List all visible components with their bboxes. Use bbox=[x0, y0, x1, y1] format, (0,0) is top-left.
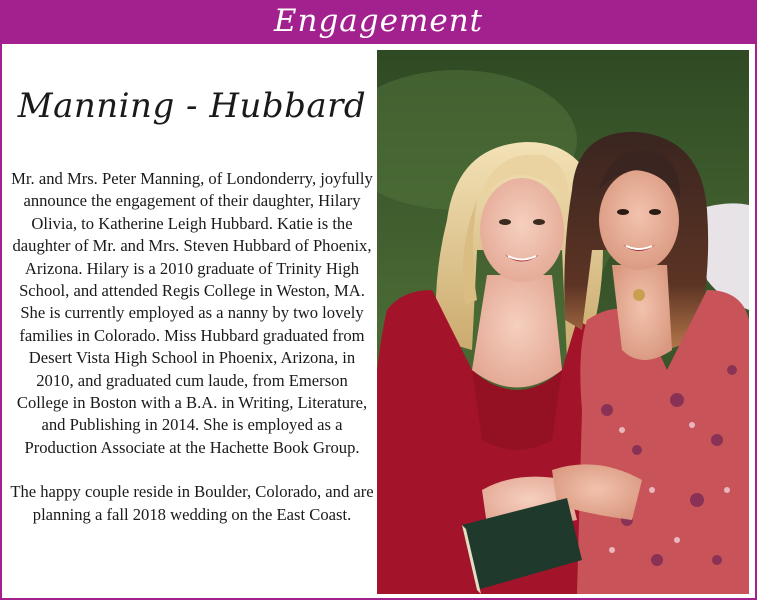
announcement-paragraph-1: Mr. and Mrs. Peter Manning, of Londonderry, joyfully announce the engagement of their daughter, Hilary Olivia, to Katherine Leigh Hubbard. Katie is the daughter of Mr. and Mrs. Steven Hubbard of Phoenix, Arizona. Hilary is a 2010 graduate of Trinity High School, and attended Regis College in Weston, MA. She is currently employed as a nanny by two lovely families in Colorado. Miss Hubbard graduated from Desert Vista High School in Phoenix, Arizona, in 2010, and graduated cum laude, from Emerson College in Boston with a B.A. in Writing, Literature, and Publishing in 2014. She is employed as a Production Associate at the Hachette Book Group. bbox=[11, 169, 373, 457]
section-title: Engagement bbox=[273, 2, 484, 39]
couple-names: Manning - Hubbard bbox=[17, 86, 367, 126]
necklace bbox=[633, 289, 645, 301]
right-face bbox=[599, 170, 679, 270]
announcement-body bbox=[10, 168, 374, 526]
couple-photo-illustration bbox=[377, 50, 749, 594]
left-face bbox=[480, 178, 564, 282]
header-banner bbox=[2, 0, 755, 44]
left-skin bbox=[472, 275, 562, 388]
couple-photo bbox=[377, 50, 749, 594]
announcement-paragraph-2: The happy couple reside in Boulder, Colorado, and are planning a fall 2018 wedding on the East Coast. bbox=[10, 482, 374, 524]
